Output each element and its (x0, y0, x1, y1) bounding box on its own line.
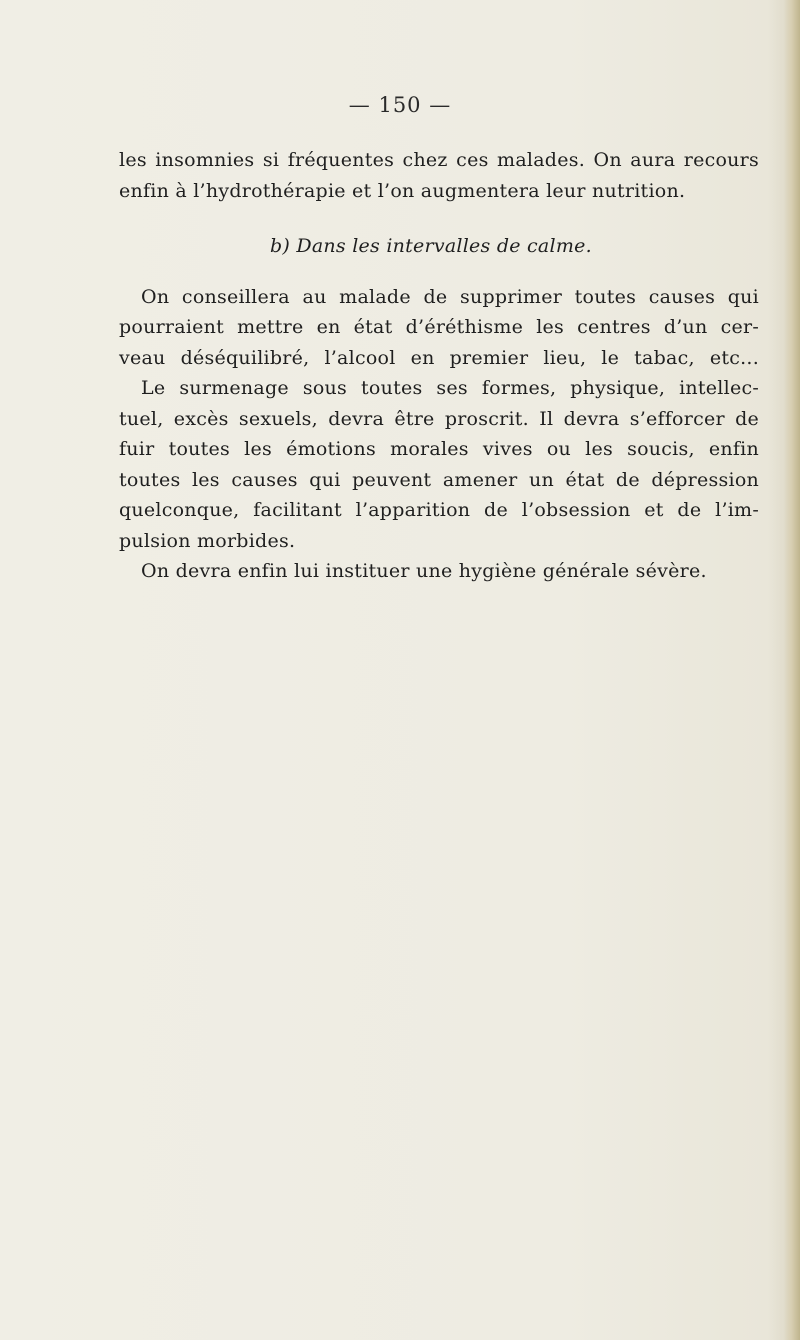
text-line: On conseillera au malade de supprimer toutes causes qui (141, 285, 759, 308)
paragraph-1 (119, 145, 759, 206)
text-line: pulsion morbides. (119, 529, 296, 552)
section-heading: b) Dans les intervalles de calme. (270, 235, 592, 257)
page-number: — 150 — (348, 93, 452, 117)
text-line: veau déséquilibré, l’alcool en premier lieu, le tabac, etc... (119, 346, 759, 369)
body-text (119, 145, 759, 587)
text-line: On devra enfin lui instituer une hygiène générale sévère. (141, 560, 707, 582)
text-line: tuel, excès sexuels, devra être proscrit. Il devra s’efforcer de (119, 407, 759, 430)
paragraph-4 (119, 556, 759, 587)
text-line: toutes les causes qui peuvent amener un état de dépression (119, 468, 759, 491)
text-line: enfin à l’hydrothérapie et l’on augmentera leur nutrition. (119, 179, 686, 202)
text-line: fuir toutes les émotions morales vives ou les soucis, enfin (119, 438, 759, 460)
page-edge-shadow (784, 0, 800, 1340)
paragraph-3 (119, 373, 759, 556)
text-line: quelconque, facilitant l’apparition de l’obsession et de l’im- (119, 499, 759, 521)
text-line: Le surmenage sous toutes ses formes, physique, intellec- (141, 377, 759, 399)
paragraph-2 (119, 282, 759, 374)
text-line: pourraient mettre en état d’éréthisme les centres d’un cer- (119, 316, 759, 338)
text-line: les insomnies si fréquentes chez ces malades. On aura recours (119, 149, 759, 171)
